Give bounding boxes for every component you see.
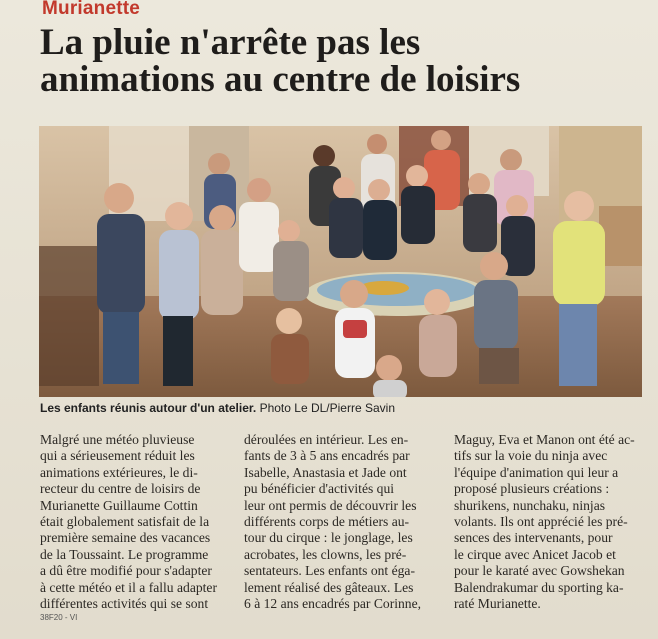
column-line: Isabelle, Anastasia et Jade ont xyxy=(244,464,407,480)
column-line: animations extérieures, le di- xyxy=(40,464,198,480)
page-footer-code: 38F20 - VI xyxy=(40,613,78,622)
column-line: Balendrakumar du sporting ka- xyxy=(454,579,624,595)
column-line: volants. Ils ont apprécié les pré- xyxy=(454,514,628,530)
column-line: raté Murianette. xyxy=(454,596,541,612)
column-line: a dû être modifié pour s'adapter xyxy=(40,563,212,579)
article-photo xyxy=(39,126,642,397)
column-line: sentateurs. Les enfants ont éga- xyxy=(244,563,415,579)
children-group-photo xyxy=(39,126,642,397)
article-column-1 xyxy=(40,432,238,612)
column-line: première semaine des vacances xyxy=(40,530,211,546)
column-line: tour du cirque : le jonglage, les xyxy=(244,530,413,546)
column-line: fants de 3 à 5 ans encadrés par xyxy=(244,448,410,464)
headline-line-2: animations au centre de loisirs xyxy=(40,59,521,100)
column-line: recteur du centre de loisirs de xyxy=(40,481,201,497)
column-line: tifs sur la voie du ninja avec xyxy=(454,448,608,464)
caption-text: Les enfants réunis autour d'un atelier. xyxy=(40,401,257,415)
column-line: le cirque avec Anicet Jacob et xyxy=(454,546,616,562)
column-line: Maguy, Eva et Manon ont été ac- xyxy=(454,432,635,447)
column-line: acrobates, les clowns, les pré- xyxy=(244,546,407,562)
column-line: l'équipe d'animation qui leur a xyxy=(454,464,619,480)
column-line: pu bénéficier d'activités qui xyxy=(244,481,395,497)
column-line: sences des intervenants, pour xyxy=(454,530,613,546)
column-line: était globalement satisfait de la xyxy=(40,514,210,530)
column-line: Murianette Guillaume Cottin xyxy=(40,497,198,513)
column-line: 6 à 12 ans encadrés par Corinne, xyxy=(244,596,422,612)
column-line: lement réalisé des gâteaux. Les xyxy=(244,579,414,595)
column-line: qui a sérieusement réduit les xyxy=(40,448,195,464)
photo-caption xyxy=(40,401,640,415)
column-line: de la Toussaint. Le programme xyxy=(40,546,209,562)
column-line: pour le karaté avec Gowshekan xyxy=(454,563,625,579)
article-column-2 xyxy=(244,432,442,612)
column-line: Malgré une météo pluvieuse xyxy=(40,432,195,447)
column-line: à cette météo et il a fallu adapter xyxy=(40,579,217,595)
photo-credit: Photo Le DL/Pierre Savin xyxy=(259,401,395,415)
column-line: shurikens, nunchaku, ninjas xyxy=(454,497,606,513)
column-line: proposé plusieurs créations : xyxy=(454,481,610,497)
column-line: leur ont permis de découvrir les xyxy=(244,497,417,513)
column-line: différents corps de métiers au- xyxy=(244,514,410,530)
section-kicker: Murianette xyxy=(42,0,141,19)
headline-line-1: La pluie n'arrête pas les xyxy=(40,22,421,63)
column-line: différentes activités qui se sont xyxy=(40,596,209,612)
article-headline xyxy=(40,24,640,98)
column-line: déroulées en intérieur. Les en- xyxy=(244,432,409,447)
article-column-3 xyxy=(454,432,652,612)
